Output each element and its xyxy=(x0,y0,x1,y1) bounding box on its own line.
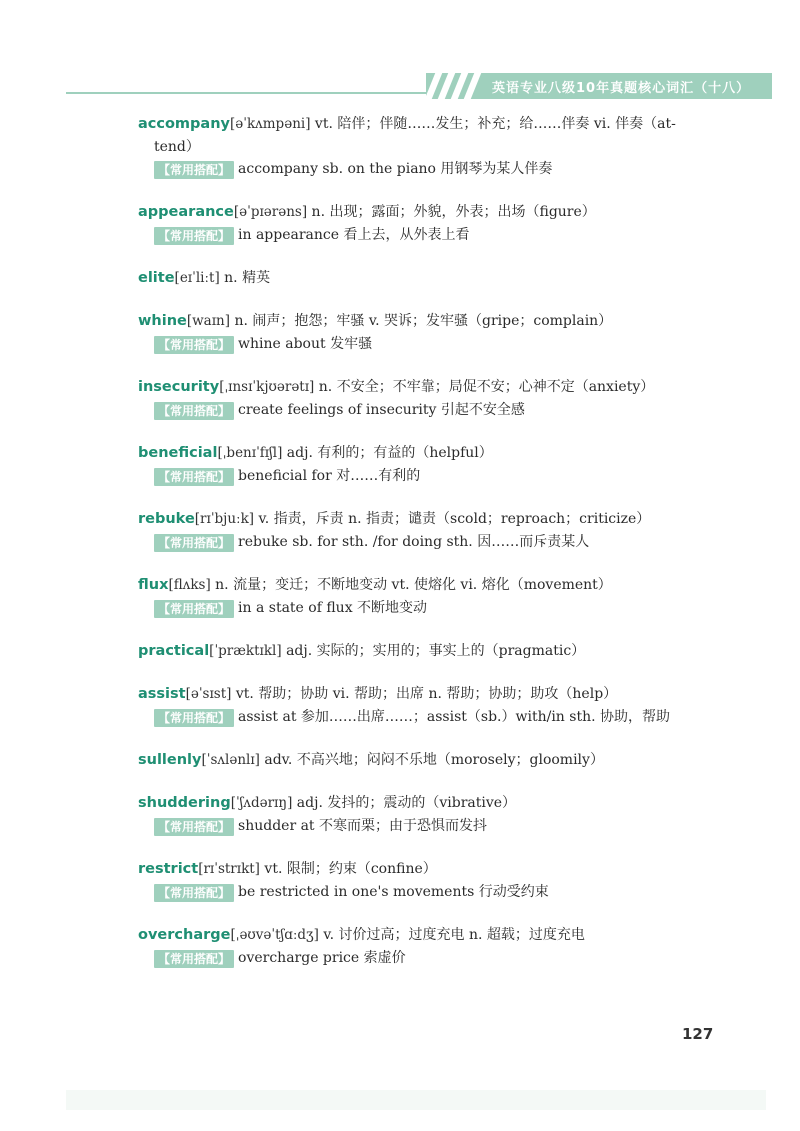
collocation-text: shudder at 不寒而栗；由于恐惧而发抖 xyxy=(238,818,488,834)
phonetic: [əˈkʌmpəni] xyxy=(229,116,311,132)
collocation-text: beneficial for 对……有利的 xyxy=(238,468,421,484)
collocation-tag: 【常用搭配】 xyxy=(154,884,234,902)
definition: n. 精英 xyxy=(219,270,271,286)
headword: elite xyxy=(138,270,175,286)
collocation-tag: 【常用搭配】 xyxy=(154,468,234,486)
collocation-tag: 【常用搭配】 xyxy=(154,818,234,836)
phonetic: [ˌbenɪˈfɪʃl] xyxy=(217,445,283,461)
definition: adj. 有利的；有益的（helpful） xyxy=(282,445,493,461)
collocation-text: create feelings of insecurity 引起不安全感 xyxy=(238,402,525,418)
collocation-tag: 【常用搭配】 xyxy=(154,534,234,552)
phonetic: [rɪˈstrɪkt] xyxy=(198,861,260,877)
collocation-text: in a state of flux 不断地变动 xyxy=(238,600,428,616)
definition: adj. 实际的；实用的；事实上的（pragmatic） xyxy=(281,643,586,659)
definition: vt. 限制；约束（confine） xyxy=(259,861,437,877)
headword: sullenly xyxy=(138,752,202,768)
collocation-text: in appearance 看上去，从外表上看 xyxy=(238,227,470,243)
headword: restrict xyxy=(138,861,199,877)
headword: whine xyxy=(138,313,187,329)
header-title: 英语专业八级10年真题核心词汇（十八） xyxy=(492,80,751,96)
headword: appearance xyxy=(138,204,234,220)
collocation-text: be restricted in one's movements 行动受约束 xyxy=(238,884,549,900)
vocabulary-list xyxy=(138,113,738,990)
vocab-entry xyxy=(138,442,738,488)
phonetic: [waɪn] xyxy=(186,313,231,329)
page-number: 127 xyxy=(682,1025,714,1043)
definition: adj. 发抖的；震动的（vibrative） xyxy=(292,795,517,811)
phonetic: [rɪˈbjuːk] xyxy=(194,511,255,527)
vocab-entry xyxy=(138,508,738,554)
collocation-tag: 【常用搭配】 xyxy=(154,600,234,618)
phonetic: [flʌks] xyxy=(168,577,211,593)
running-header xyxy=(426,73,772,99)
headword: practical xyxy=(138,643,210,659)
headword: overcharge xyxy=(138,927,231,943)
definition: n. 流量；变迁；不断地变动 vt. 使熔化 vi. 熔化（movement） xyxy=(210,577,612,593)
collocation-tag: 【常用搭配】 xyxy=(154,227,234,245)
definition: v. 指责，斥责 n. 指责；谴责（scold；reproach；criticize） xyxy=(254,511,651,527)
definition: n. 不安全；不牢靠；局促不安；心神不定（anxiety） xyxy=(314,379,655,395)
headword: rebuke xyxy=(138,511,195,527)
footer-band xyxy=(66,1090,766,1110)
phonetic: [ˈʃʌdərɪŋ] xyxy=(230,795,293,811)
vocab-entry xyxy=(138,267,738,290)
phonetic: [əˈsɪst] xyxy=(185,686,232,702)
collocation-text: overcharge price 索虚价 xyxy=(238,950,406,966)
headword: beneficial xyxy=(138,445,218,461)
vocab-entry xyxy=(138,858,738,904)
headword: flux xyxy=(138,577,169,593)
definition: n. 出现；露面；外貌，外表；出场（figure） xyxy=(307,204,596,220)
definition: v. 讨价过高；过度充电 n. 超载；过度充电 xyxy=(318,927,585,943)
collocation-text: rebuke sb. for sth. /for doing sth. 因……而斥责某人 xyxy=(238,534,590,550)
vocab-entry xyxy=(138,310,738,356)
header-rule xyxy=(66,92,426,94)
phonetic: [ˈsʌlənlɪ] xyxy=(201,752,260,768)
phonetic: [ˌɪnsɪˈkjʊərətɪ] xyxy=(219,379,315,395)
collocation-tag: 【常用搭配】 xyxy=(154,950,234,968)
definition-continued: tend） xyxy=(154,139,200,155)
headword: shuddering xyxy=(138,795,231,811)
collocation-tag: 【常用搭配】 xyxy=(154,161,234,179)
definition: vt. 帮助；协助 vi. 帮助；出席 n. 帮助；协助；助攻（help） xyxy=(231,686,618,702)
headword: assist xyxy=(138,686,186,702)
vocab-entry xyxy=(138,574,738,620)
phonetic: [ˈpræktɪkl] xyxy=(209,643,282,659)
definition: n. 闹声；抱怨；牢骚 v. 哭诉；发牢骚（gripe；complain） xyxy=(230,313,613,329)
vocab-entry xyxy=(138,792,738,838)
vocab-entry xyxy=(138,201,738,247)
collocation-tag: 【常用搭配】 xyxy=(154,402,234,420)
definition: vt. 陪伴；伴随……发生；补充；给……伴奏 vi. 伴奏（at- xyxy=(310,116,676,132)
phonetic: [ˌəʊvəˈtʃɑːdʒ] xyxy=(230,927,319,943)
collocation-tag: 【常用搭配】 xyxy=(154,709,234,727)
phonetic: [eɪˈliːt] xyxy=(174,270,220,286)
header-stripes-decoration xyxy=(430,73,482,99)
collocation-text: whine about 发牢骚 xyxy=(238,336,373,352)
headword: accompany xyxy=(138,116,230,132)
headword: insecurity xyxy=(138,379,220,395)
phonetic: [əˈpɪərəns] xyxy=(233,204,308,220)
collocation-text: assist at 参加……出席……；assist（sb.）with/in sth. 协助，帮助 xyxy=(238,709,670,725)
collocation-tag: 【常用搭配】 xyxy=(154,336,234,354)
vocab-entry xyxy=(138,113,738,181)
vocab-entry xyxy=(138,924,738,970)
definition: adv. 不高兴地；闷闷不乐地（morosely；gloomily） xyxy=(259,752,604,768)
vocab-entry xyxy=(138,683,738,729)
vocab-entry xyxy=(138,749,738,772)
vocab-entry xyxy=(138,376,738,422)
vocab-entry xyxy=(138,640,738,663)
collocation-text: accompany sb. on the piano 用钢琴为某人伴奏 xyxy=(238,161,553,177)
